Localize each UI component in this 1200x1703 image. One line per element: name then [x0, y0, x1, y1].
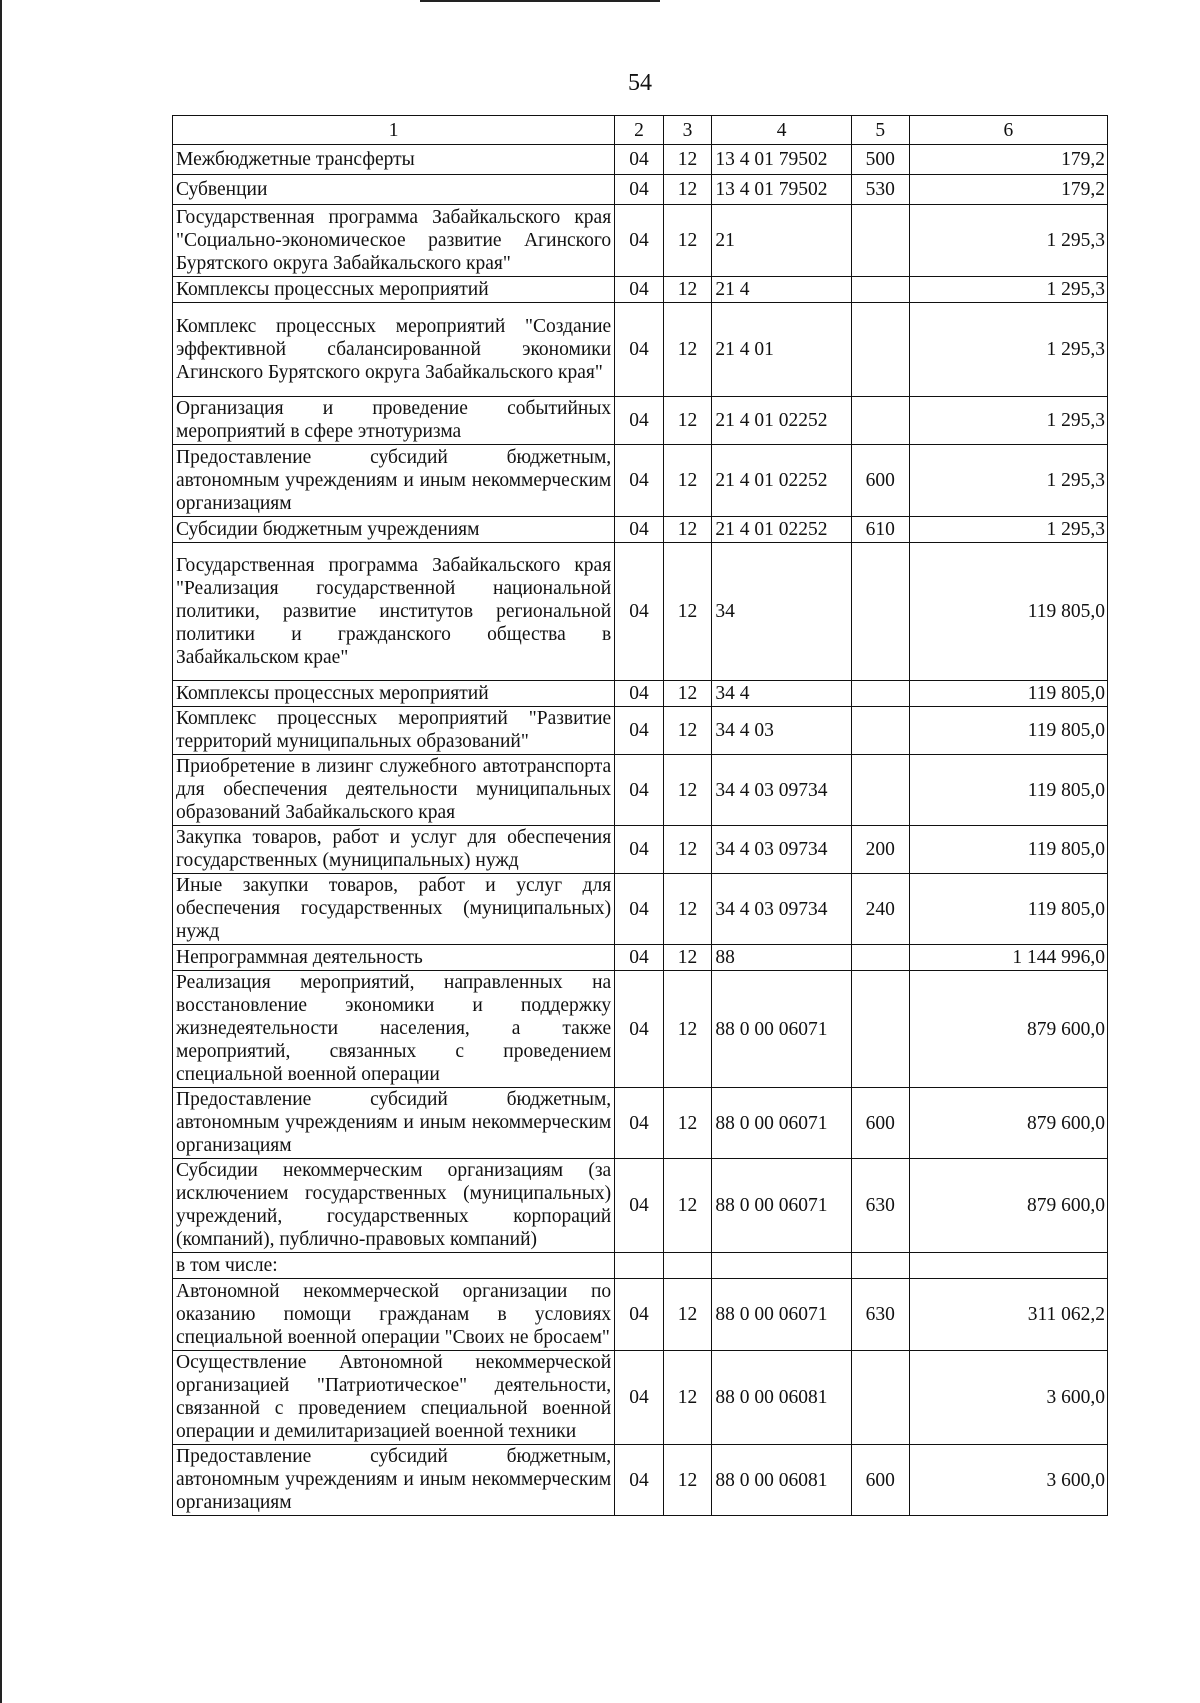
cell-section: 04	[615, 1088, 664, 1159]
cell-subsection: 12	[663, 826, 712, 874]
table-row	[173, 1253, 1108, 1279]
cell-target-article	[712, 1253, 852, 1279]
cell-expense-type	[851, 1351, 909, 1445]
table-row	[173, 1159, 1108, 1253]
cell-target-article: 88 0 00 06081	[712, 1445, 852, 1516]
cell-expense-type	[851, 543, 909, 681]
cell-name: Предоставление субсидий бюджетным, автономным учреждениям и иным некоммерческим организациям	[173, 445, 615, 517]
header-col-3: 3	[663, 116, 712, 145]
cell-section: 04	[615, 303, 664, 397]
cell-target-article: 88	[712, 945, 852, 971]
cell-target-article: 88 0 00 06081	[712, 1351, 852, 1445]
cell-name: Комплекс процессных мероприятий "Развитие территорий муниципальных образований"	[173, 707, 615, 755]
cell-name: Закупка товаров, работ и услуг для обеспечения государственных (муниципальных) нужд	[173, 826, 615, 874]
cell-expense-type	[851, 205, 909, 277]
cell-amount: 1 144 996,0	[909, 945, 1107, 971]
cell-name: Предоставление субсидий бюджетным, автономным учреждениям и иным некоммерческим организациям	[173, 1445, 615, 1516]
cell-expense-type	[851, 707, 909, 755]
cell-target-article: 88 0 00 06071	[712, 971, 852, 1088]
cell-section: 04	[615, 707, 664, 755]
cell-name: Комплексы процессных мероприятий	[173, 277, 615, 303]
cell-section: 04	[615, 1159, 664, 1253]
cell-target-article: 21 4 01	[712, 303, 852, 397]
cell-subsection: 12	[663, 1159, 712, 1253]
cell-section: 04	[615, 681, 664, 707]
cell-subsection: 12	[663, 1445, 712, 1516]
cell-name: Непрограммная деятельность	[173, 945, 615, 971]
cell-name: Реализация мероприятий, направленных на восстановление экономики и поддержку жизнедеятельности населения, а также мероприятий, связанных с проведением специальной военной операции	[173, 971, 615, 1088]
header-col-5: 5	[851, 116, 909, 145]
table-row	[173, 755, 1108, 826]
table-row	[173, 971, 1108, 1088]
table-row	[173, 1351, 1108, 1445]
table-row	[173, 543, 1108, 681]
table-row	[173, 145, 1108, 175]
cell-amount: 119 805,0	[909, 874, 1107, 945]
cell-subsection: 12	[663, 145, 712, 175]
cell-amount: 1 295,3	[909, 397, 1107, 445]
cell-expense-type: 600	[851, 445, 909, 517]
cell-section: 04	[615, 205, 664, 277]
cell-amount: 879 600,0	[909, 971, 1107, 1088]
cell-target-article: 34 4 03	[712, 707, 852, 755]
cell-name: Осуществление Автономной некоммерческой организацией "Патриотическое" деятельности, связанной с проведением специальной военной операции и демилитаризацией военной техники	[173, 1351, 615, 1445]
cell-subsection: 12	[663, 707, 712, 755]
cell-subsection: 12	[663, 445, 712, 517]
table-row	[173, 303, 1108, 397]
table-row	[173, 445, 1108, 517]
cell-expense-type: 500	[851, 145, 909, 175]
cell-section: 04	[615, 1279, 664, 1351]
cell-expense-type: 600	[851, 1088, 909, 1159]
cell-section: 04	[615, 971, 664, 1088]
cell-expense-type: 200	[851, 826, 909, 874]
cell-subsection: 12	[663, 277, 712, 303]
cell-target-article: 88 0 00 06071	[712, 1159, 852, 1253]
cell-subsection: 12	[663, 303, 712, 397]
cell-target-article: 21 4 01 02252	[712, 397, 852, 445]
cell-target-article: 13 4 01 79502	[712, 175, 852, 205]
cell-amount: 119 805,0	[909, 707, 1107, 755]
cell-amount	[909, 1253, 1107, 1279]
cell-target-article: 34 4	[712, 681, 852, 707]
cell-target-article: 13 4 01 79502	[712, 145, 852, 175]
cell-subsection: 12	[663, 205, 712, 277]
cell-name: Субвенции	[173, 175, 615, 205]
cell-expense-type: 630	[851, 1279, 909, 1351]
cell-expense-type	[851, 303, 909, 397]
cell-section: 04	[615, 874, 664, 945]
cell-target-article: 34	[712, 543, 852, 681]
cell-expense-type	[851, 755, 909, 826]
table-row	[173, 1279, 1108, 1351]
page-number: 54	[628, 70, 652, 96]
cell-name: в том числе:	[173, 1253, 615, 1279]
cell-amount: 179,2	[909, 175, 1107, 205]
cell-expense-type	[851, 397, 909, 445]
cell-amount: 119 805,0	[909, 681, 1107, 707]
cell-amount: 179,2	[909, 145, 1107, 175]
cell-expense-type: 610	[851, 517, 909, 543]
cell-target-article: 21 4	[712, 277, 852, 303]
cell-target-article: 21	[712, 205, 852, 277]
cell-subsection: 12	[663, 945, 712, 971]
header-col-1: 1	[173, 116, 615, 145]
cell-expense-type	[851, 945, 909, 971]
cell-amount: 1 295,3	[909, 303, 1107, 397]
table-row	[173, 874, 1108, 945]
cell-section: 04	[615, 445, 664, 517]
cell-target-article: 34 4 03 09734	[712, 755, 852, 826]
cell-section: 04	[615, 517, 664, 543]
cell-section: 04	[615, 826, 664, 874]
cell-expense-type	[851, 277, 909, 303]
cell-expense-type	[851, 681, 909, 707]
cell-section: 04	[615, 543, 664, 681]
cell-amount: 1 295,3	[909, 445, 1107, 517]
cell-name: Государственная программа Забайкальского края "Социально-экономическое развитие Агинского Бурятского округа Забайкальского края"	[173, 205, 615, 277]
cell-amount: 879 600,0	[909, 1088, 1107, 1159]
cell-name: Государственная программа Забайкальского края "Реализация государственной национальной политики, развитие институтов региональной политики и гражданского общества в Забайкальском крае"	[173, 543, 615, 681]
cell-target-article: 34 4 03 09734	[712, 874, 852, 945]
cell-name: Иные закупки товаров, работ и услуг для обеспечения государственных (муниципальных) нужд	[173, 874, 615, 945]
table-row	[173, 517, 1108, 543]
table-row	[173, 681, 1108, 707]
cell-name: Субсидии бюджетным учреждениям	[173, 517, 615, 543]
cell-amount: 1 295,3	[909, 277, 1107, 303]
cell-subsection: 12	[663, 517, 712, 543]
scan-top-mark	[420, 0, 660, 2]
cell-amount: 119 805,0	[909, 543, 1107, 681]
cell-subsection: 12	[663, 175, 712, 205]
cell-subsection: 12	[663, 874, 712, 945]
table-header-row	[173, 116, 1108, 145]
table-row	[173, 1445, 1108, 1516]
cell-subsection: 12	[663, 681, 712, 707]
cell-amount: 3 600,0	[909, 1351, 1107, 1445]
table-row	[173, 707, 1108, 755]
cell-subsection: 12	[663, 543, 712, 681]
table-row	[173, 175, 1108, 205]
cell-section: 04	[615, 175, 664, 205]
table-body	[173, 145, 1108, 1516]
cell-expense-type	[851, 1253, 909, 1279]
cell-name: Межбюджетные трансферты	[173, 145, 615, 175]
cell-subsection	[663, 1253, 712, 1279]
cell-target-article: 34 4 03 09734	[712, 826, 852, 874]
cell-subsection: 12	[663, 755, 712, 826]
cell-name: Организация и проведение событийных мероприятий в сфере этнотуризма	[173, 397, 615, 445]
cell-amount: 879 600,0	[909, 1159, 1107, 1253]
cell-expense-type: 630	[851, 1159, 909, 1253]
table-row	[173, 397, 1108, 445]
cell-subsection: 12	[663, 397, 712, 445]
cell-section: 04	[615, 145, 664, 175]
cell-expense-type: 600	[851, 1445, 909, 1516]
scan-edge-line	[0, 0, 2, 1703]
cell-amount: 3 600,0	[909, 1445, 1107, 1516]
cell-name: Автономной некоммерческой организации по оказанию помощи гражданам в условиях специальной военной операции "Своих не бросаем"	[173, 1279, 615, 1351]
cell-target-article: 21 4 01 02252	[712, 445, 852, 517]
cell-name: Комплекс процессных мероприятий "Создание эффективной сбалансированной экономики Агинского Бурятского округа Забайкальского края"	[173, 303, 615, 397]
cell-amount: 119 805,0	[909, 826, 1107, 874]
cell-section: 04	[615, 1351, 664, 1445]
cell-section: 04	[615, 397, 664, 445]
header-col-2: 2	[615, 116, 664, 145]
cell-target-article: 21 4 01 02252	[712, 517, 852, 543]
cell-section	[615, 1253, 664, 1279]
budget-table	[172, 115, 1108, 1516]
cell-name: Комплексы процессных мероприятий	[173, 681, 615, 707]
cell-target-article: 88 0 00 06071	[712, 1279, 852, 1351]
table-row	[173, 945, 1108, 971]
cell-subsection: 12	[663, 1088, 712, 1159]
cell-expense-type: 530	[851, 175, 909, 205]
cell-amount: 1 295,3	[909, 517, 1107, 543]
cell-section: 04	[615, 945, 664, 971]
cell-expense-type	[851, 971, 909, 1088]
cell-subsection: 12	[663, 971, 712, 1088]
header-col-4: 4	[712, 116, 852, 145]
cell-section: 04	[615, 755, 664, 826]
cell-name: Приобретение в лизинг служебного автотранспорта для обеспечения деятельности муниципальных образований Забайкальского края	[173, 755, 615, 826]
table-row	[173, 277, 1108, 303]
cell-section: 04	[615, 277, 664, 303]
cell-name: Субсидии некоммерческим организациям (за исключением государственных (муниципальных) учреждений, государственных корпораций (компаний), публично-правовых компаний)	[173, 1159, 615, 1253]
table-row	[173, 205, 1108, 277]
table-row	[173, 1088, 1108, 1159]
cell-subsection: 12	[663, 1279, 712, 1351]
cell-amount: 311 062,2	[909, 1279, 1107, 1351]
cell-target-article: 88 0 00 06071	[712, 1088, 852, 1159]
cell-expense-type: 240	[851, 874, 909, 945]
cell-amount: 1 295,3	[909, 205, 1107, 277]
cell-amount: 119 805,0	[909, 755, 1107, 826]
cell-subsection: 12	[663, 1351, 712, 1445]
table-row	[173, 826, 1108, 874]
cell-section: 04	[615, 1445, 664, 1516]
cell-name: Предоставление субсидий бюджетным, автономным учреждениям и иным некоммерческим организациям	[173, 1088, 615, 1159]
header-col-6: 6	[909, 116, 1107, 145]
